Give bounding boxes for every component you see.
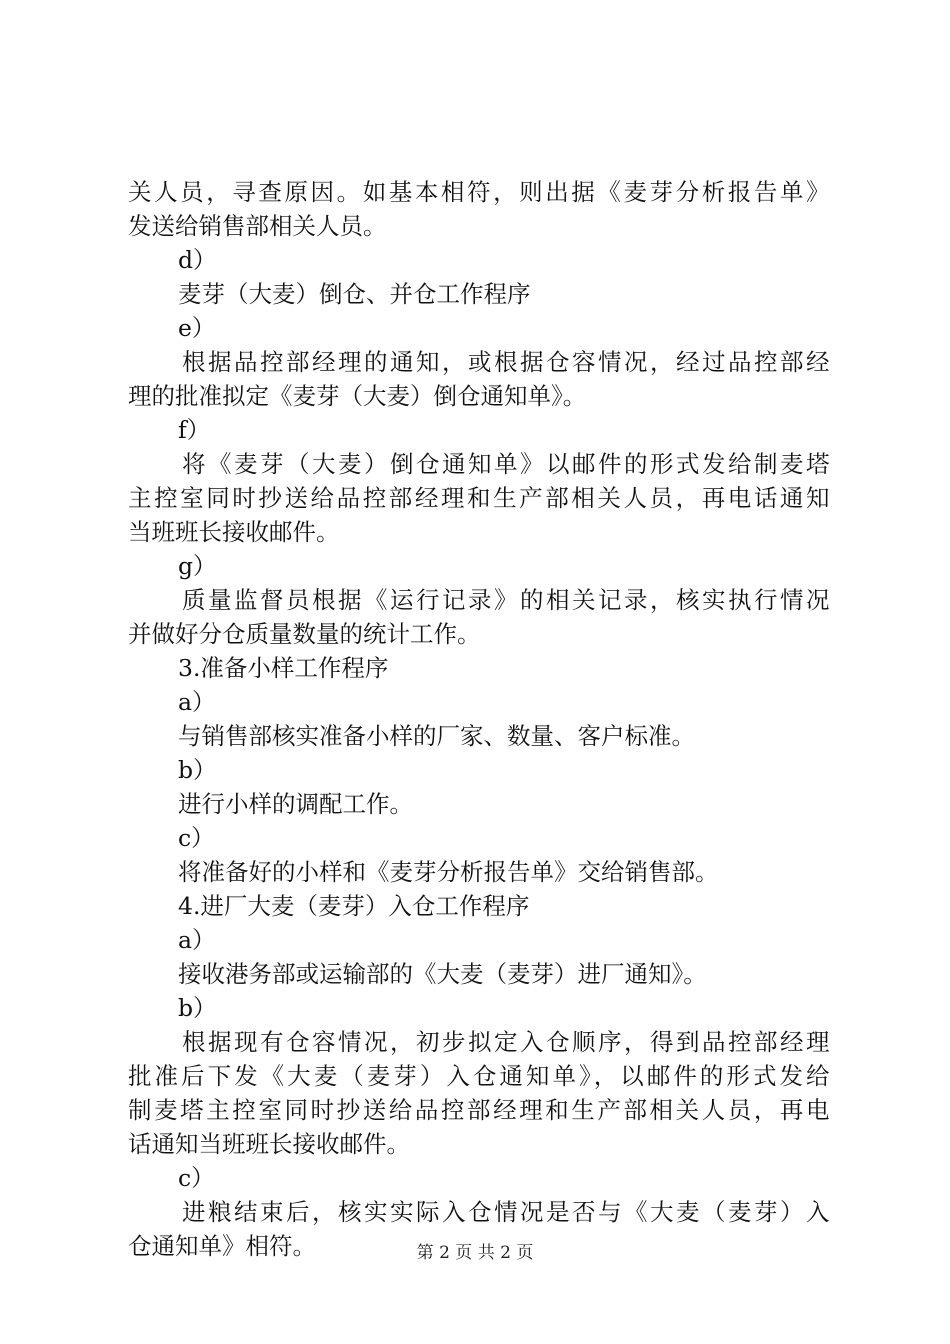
step-label: c） — [178, 824, 215, 852]
paragraph-line: 制麦塔主控室同时抄送给品控部经理和生产部相关人员，再电 — [128, 1096, 830, 1124]
paragraph-line: 与销售部核实准备小样的厂家、数量、客户标准。 — [178, 722, 695, 750]
paragraph-line: 接收港务部或运输部的《大麦（麦芽）进厂通知》。 — [178, 960, 707, 988]
page-number-footer: 第 2 页 共 2 页 — [416, 1243, 534, 1263]
paragraph-line: 质量监督员根据《运行记录》的相关记录，核实执行情况 — [182, 586, 830, 614]
paragraph-line: 进行小样的调配工作。 — [178, 790, 413, 818]
step-label: b） — [178, 994, 217, 1022]
step-label: a） — [178, 926, 216, 954]
document-body — [128, 175, 830, 1263]
step-label: c） — [178, 1164, 215, 1192]
paragraph-line: 发送给销售部相关人员。 — [128, 212, 387, 240]
step-label: b） — [178, 756, 217, 784]
step-label: d） — [178, 246, 217, 274]
paragraph-line: 理的批准拟定《麦芽（大麦）倒仓通知单》。 — [128, 382, 587, 410]
section-heading: 3.准备小样工作程序 — [178, 654, 389, 682]
paragraph-line: 并做好分仓质量数量的统计工作。 — [128, 620, 481, 648]
paragraph-line: 主控室同时抄送给品控部经理和生产部相关人员，再电话通知 — [128, 484, 830, 512]
section-heading: 麦芽（大麦）倒仓、并仓工作程序 — [178, 280, 531, 308]
paragraph-line: 批准后下发《大麦（麦芽）入仓通知单》，以邮件的形式发给 — [128, 1062, 830, 1090]
paragraph-line: 关人员，寻查原因。如基本相符，则出据《麦芽分析报告单》 — [128, 178, 830, 206]
paragraph-line: 当班班长接收邮件。 — [128, 518, 340, 546]
paragraph-line: 进粮结束后，核实实际入仓情况是否与《大麦（麦芽）入 — [182, 1198, 830, 1226]
paragraph-line: 根据品控部经理的通知，或根据仓容情况，经过品控部经 — [182, 348, 830, 376]
paragraph-line: 将准备好的小样和《麦芽分析报告单》交给销售部。 — [178, 858, 719, 886]
step-label: a） — [178, 688, 216, 716]
section-heading: 4.进厂大麦（麦芽）入仓工作程序 — [178, 892, 530, 920]
step-label: f） — [178, 416, 211, 444]
paragraph-line: 将《麦芽（大麦）倒仓通知单》以邮件的形式发给制麦塔 — [182, 450, 830, 478]
paragraph-line: 话通知当班班长接收邮件。 — [128, 1130, 410, 1158]
paragraph-line: 仓通知单》相符。 — [128, 1232, 316, 1260]
step-label: e） — [178, 314, 216, 342]
paragraph-line: 根据现有仓容情况，初步拟定入仓顺序，得到品控部经理 — [182, 1028, 830, 1056]
step-label: g） — [178, 552, 217, 580]
